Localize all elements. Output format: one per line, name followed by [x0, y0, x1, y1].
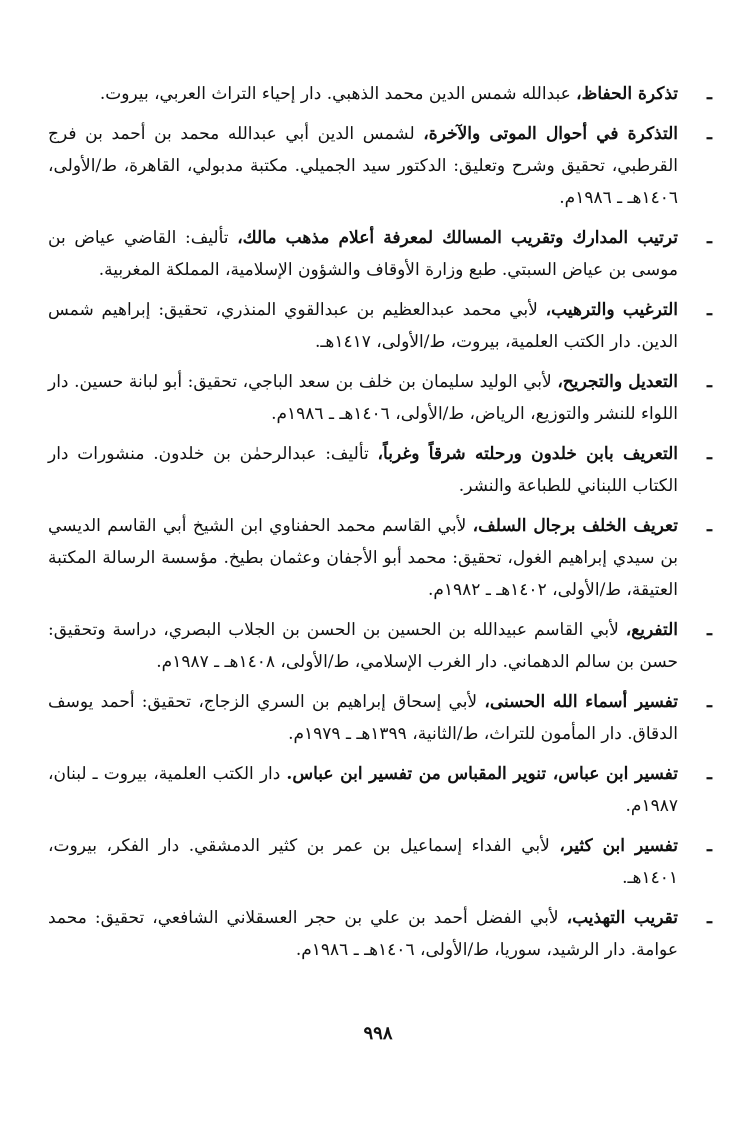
bibliography-entry — [48, 830, 712, 894]
bibliography-list — [48, 78, 712, 974]
bibliography-entry — [48, 222, 712, 286]
bibliography-entry — [48, 118, 712, 214]
entry-title: تفسير ابن عباس، تنوير المقباس من تفسير ابن عباس. — [286, 764, 678, 784]
bibliography-entry — [48, 78, 712, 110]
entry-details: تأليف: القاضي عياض بن موسى بن عياض السبتي. طبع وزارة الأوقاف والشؤون الإسلامية، المملكة المغربية. — [48, 228, 678, 280]
entry-title: الترغيب والترهيب، — [545, 300, 678, 320]
entry-title: تذكرة الحفاظ، — [576, 84, 678, 104]
entry-dash: ـ — [707, 764, 712, 784]
page-number: ٩٩٨ — [363, 1023, 393, 1044]
entry-title: التعريف بابن خلدون ورحلته شرقاً وغرباً، — [377, 444, 678, 464]
entry-dash: ـ — [707, 444, 712, 464]
entry-title: التفريع، — [625, 620, 678, 640]
entry-details: لأبي القاسم محمد الحفناوي ابن الشيخ أبي القاسم الديسي بن سيدي إبراهيم الغول، تحقيق: محمد أبو الأجفان وعثمان بطيخ. مؤسسة الرسالة المكتبة العتيقة، ط/الأولى، ١٤٠٢هـ ـ ١٩٨٢م. — [48, 516, 678, 600]
entry-details: تأليف: عبدالرحمٰن بن خلدون. منشورات دار الكتاب اللبناني للطباعة والنشر. — [48, 444, 678, 496]
entry-details: لأبي الفضل أحمد بن علي بن حجر العسقلاني الشافعي، تحقيق: محمد عوامة. دار الرشيد، سوريا، ط/الأولى، ١٤٠٦هـ ـ ١٩٨٦م. — [48, 908, 678, 960]
entry-details: لأبي محمد عبدالعظيم بن عبدالقوي المنذري، تحقيق: إبراهيم شمس الدين. دار الكتب العلمية، بيروت، ط/الأولى، ١٤١٧هـ. — [48, 300, 678, 352]
entry-title: ترتيب المدارك وتقريب المسالك لمعرفة أعلام مذهب مالك، — [237, 228, 678, 248]
entry-dash: ـ — [707, 516, 712, 536]
entry-dash: ـ — [707, 372, 712, 392]
entry-details: لشمس الدين أبي عبدالله محمد بن أحمد بن فرج القرطبي، تحقيق وشرح وتعليق: الدكتور سيد الجميلي. مكتبة مدبولي، القاهرة، ط/الأولى، ١٤٠٦هـ ـ ١٩٨٦م. — [48, 124, 678, 208]
entry-dash: ـ — [707, 228, 712, 248]
bibliography-entry — [48, 294, 712, 358]
entry-dash: ـ — [707, 908, 712, 928]
entry-title: تقريب التهذيب، — [566, 908, 679, 928]
entry-details: لأبي الفداء إسماعيل بن عمر بن كثير الدمشقي. دار الفكر، بيروت، ١٤٠١هـ. — [48, 836, 678, 888]
entry-title: التذكرة في أحوال الموتى والآخرة، — [423, 124, 678, 144]
entry-title: التعديل والتجريح، — [557, 372, 678, 392]
entry-dash: ـ — [707, 836, 712, 856]
entry-title: تفسير أسماء الله الحسنى، — [484, 692, 678, 712]
bibliography-entry — [48, 366, 712, 430]
bibliography-entry — [48, 902, 712, 966]
bibliography-entry — [48, 510, 712, 606]
entry-dash: ـ — [707, 692, 712, 712]
entry-dash: ـ — [707, 84, 712, 104]
entry-details: لأبي إسحاق إبراهيم بن السري الزجاج، تحقيق: أحمد يوسف الدقاق. دار المأمون للتراث، ط/الثانية، ١٣٩٩هـ ـ ١٩٧٩م. — [48, 692, 678, 744]
entry-details: لأبي القاسم عبيدالله بن الحسين بن الحسن بن الجلاب البصري، دراسة وتحقيق: حسن بن سالم الدهماني. دار الغرب الإسلامي، ط/الأولى، ١٤٠٨هـ ـ ١٩٨٧م. — [48, 620, 678, 672]
entry-dash: ـ — [707, 124, 712, 144]
entry-details: لأبي الوليد سليمان بن خلف بن سعد الباجي، تحقيق: أبو لبانة حسين. دار اللواء للنشر والتوزيع، الرياض، ط/الأولى، ١٤٠٦هـ ـ ١٩٨٦م. — [48, 372, 678, 424]
bibliography-entry — [48, 758, 712, 822]
entry-dash: ـ — [707, 300, 712, 320]
entry-title: تعريف الخلف برجال السلف، — [472, 516, 678, 536]
bibliography-entry — [48, 686, 712, 750]
entry-details: دار الكتب العلمية، بيروت ـ لبنان، ١٩٨٧م. — [48, 764, 678, 816]
bibliography-entry — [48, 614, 712, 678]
bibliography-entry — [48, 438, 712, 502]
entry-title: تفسير ابن كثير، — [559, 836, 678, 856]
entry-dash: ـ — [707, 620, 712, 640]
entry-details: عبدالله شمس الدين محمد الذهبي. دار إحياء التراث العربي، بيروت. — [99, 84, 577, 104]
